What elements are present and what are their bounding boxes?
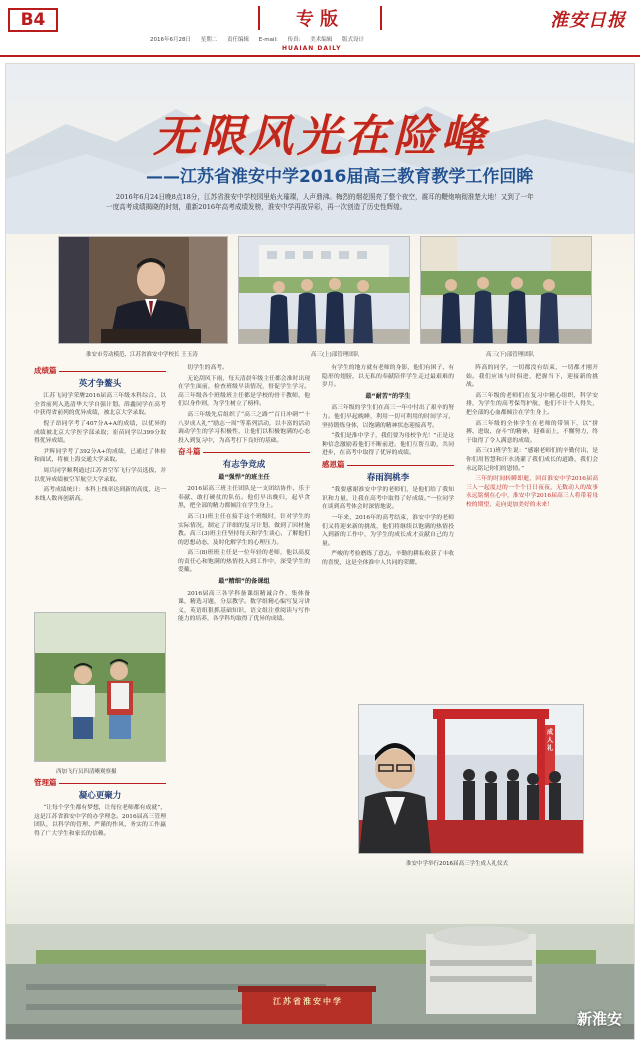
meta-item: 责任编辑 <box>227 37 250 43</box>
principal-photo <box>58 236 228 344</box>
mini-heading: 最“精细”的备课组 <box>218 578 270 586</box>
paragraph: “我们是淮中学子，我们要为母校争光！”正是这种信念激励着他们不断前进。他们互帮互助，共同进步，在高考中取得了优异的成绩。 <box>322 433 454 457</box>
section-header-gratitude <box>322 461 454 470</box>
team-b-photo <box>420 236 592 344</box>
paragraph: 江苏飞同学荣膺2016届高三年级本科综合，以全省前列入选清华大学自强计划。薛鑫同学在高考中获得省前列的优异成绩，被北京大学录取。 <box>34 393 166 417</box>
team-a-photo <box>238 236 410 344</box>
column-1 <box>34 364 166 505</box>
column-3 <box>322 364 454 569</box>
ceremony-sign: 成人礼 <box>546 729 553 752</box>
page-number: B4 <box>8 8 58 32</box>
ceremony-photo <box>358 704 584 854</box>
masthead <box>0 0 640 52</box>
paragraph: 2016届高三各学科备课组精诚合作，集体备课，精选习题，分层教学。数学组精心编写复习讲义，英语组狠抓基础知识，语文组注重阅读与写作能力的培养，各学科均取得了优异的成绩。 <box>178 590 310 623</box>
section-title: 专版 <box>296 9 344 30</box>
feature-page <box>5 63 635 1040</box>
section-line <box>203 452 311 453</box>
section-tag: 奋斗篇 <box>178 447 201 457</box>
team-b-illustration <box>421 237 592 344</box>
principal-caption: 淮安市劳动模范、江苏省淮安中学校长 王玉涛 <box>86 352 198 358</box>
paragraph: 尹辉同学考了392分A+的成绩，已通过了体检和面试，将被上海交通大学录取。 <box>34 448 166 464</box>
section-subhead: 有志争竞成 <box>222 459 266 470</box>
wechat-watermark: 新淮安 <box>576 1010 622 1028</box>
column-2 <box>178 364 310 626</box>
section-tag: 感恩篇 <box>322 459 345 469</box>
paragraph: 高三年级的老师们在复习中精心组织，科学安排，为学生的高考保驾护航，他们不计个人得失，把全部的心血都倾注在学生身上。 <box>466 392 598 416</box>
newspaper-logo: 淮安日报 <box>550 10 626 31</box>
paragraph: 高三(1)班学生说：“感谢老师们的辛勤付出，是你们用智慧和汗水浇灌了我们成长的道路，我们会永远铭记你们的恩情。” <box>466 448 598 472</box>
meta-item: 美术编辑 <box>310 37 333 43</box>
principal-illustration <box>59 237 228 344</box>
closing-paragraph: 三年的时间转瞬即逝，回首淮安中学2016届高三人一起度过的一个个日日夜夜，无数动人的故事永远铭刻在心中，淮安中学2016届高三人将带着母校的期望，走向更加美好的未来！ <box>466 476 598 508</box>
paragraph: 高三年级的学生们在高三一年中付出了艰辛的努力。他们早起晚睡，利用一切可利用的时间学习，坚持锻炼身体，以饱满的精神状态迎接高考。 <box>322 405 454 429</box>
subheadline: ——江苏省淮安中学2016届高三教育教学工作回眸 <box>146 167 534 187</box>
paragraph: 严峻的考验磨练了意志，辛勤的耕耘收获了丰收的喜悦，这是全体淮中人共同的荣耀。 <box>322 551 454 566</box>
edition-english: HUAIAN DAILY <box>282 45 342 52</box>
mini-heading: 最“强悍”的班主任 <box>218 473 270 481</box>
campus-gate-sign: 江苏省淮安中学 <box>273 996 343 1006</box>
team-b-caption: 高三(下)部管理团队 <box>486 352 535 358</box>
column-1-lower <box>34 776 166 841</box>
paragraph: 周兵同学顺利通过江苏省空军飞行学员选拔，并以优异成绩被空军航空大学录取。 <box>34 467 166 483</box>
paragraph: 阵高的同学，一切都没有结束，一切都才刚开始。我们应该与时俱进，把握当下，迎接新的挑战。 <box>466 365 598 389</box>
meta-item: 版式设计 <box>342 37 365 43</box>
paragraph: 高三年级的全体学生在老师的带领下，以“拼搏、进取、奋斗”的精神，迎难而上，不懈努力，终于取得了令人满意的成绩。 <box>466 420 598 444</box>
masthead-meta <box>150 35 372 43</box>
paragraph: 一年来，2016年的高考结束，淮安中学的老师们又将迎来新的挑战，他们将继续以饱满的热情投入到新的工作中，为学生的成长成才贡献自己的力量。 <box>322 514 454 547</box>
mini-heading: 最“耐苦”的学生 <box>365 392 411 400</box>
paragraph: 高三年级先后组织了“高三之路”“百日冲刺”“十八岁成人礼”“励志一周”等系列活动，以丰富的活动调动学生的学习积极性，让他们以积极饱满的心态投入到复习中，为高考打下良好的基础。 <box>178 411 310 444</box>
paragraph: “让每个学生都有梦想，让每位老师都有成就”，这是江苏省淮安中学的办学理念。2016届高三管理团队，以科学的管理、严谨的作风、务实的工作赢得了广大学生和家长的信赖。 <box>34 805 166 837</box>
paragraph: 高三(1)班主任在接手这个班级时，针对学生的实际情况，制定了详细的复习计划，做到了因材施教。高三(3)班主任坚持每天和学生谈心，了解他们的思想动态，及时化解学生的心理压力。 <box>178 513 310 546</box>
paragraph: 高三(8)班班主任是一位年轻的老师，他以高度的责任心和饱满的热情投入到工作中，深受学生的爱戴。 <box>178 550 310 574</box>
section-header-results <box>34 367 166 376</box>
paragraph: 切学生的高考。 <box>187 365 228 371</box>
paragraph: “我要感谢淮安中学的老师们，是他们给了我知识和力量，让我在高考中取得了好成绩。”一位同学在谈到高考体会时深情地说。 <box>322 487 454 511</box>
section-tag: 管理篇 <box>34 778 57 787</box>
paragraph: 无论刮风下雨，每天清晨年级主任都会准时出现在学生面前，检查班级早读情况，督促学生学习。高三年级各个班级班主任都是学校的骨干教师，他们以身作则，为学生树立了榜样。 <box>178 375 310 408</box>
students-photo <box>34 612 166 762</box>
section-header-management <box>34 779 166 788</box>
meta-item: 2016年6月28日 <box>150 37 191 43</box>
section-subhead: 春雨润桃李 <box>366 472 410 483</box>
section-header-struggle <box>178 448 310 457</box>
section-tag: 成绩篇 <box>34 366 57 375</box>
headline: 无限风光在险峰 <box>153 111 489 162</box>
masthead-rule <box>0 55 640 57</box>
paragraph: 高考成绩统计：本科上线率达到新的高度，达一本线人数再创新高。 <box>34 487 166 502</box>
section-subhead: 英才争鳌头 <box>78 378 122 389</box>
masthead-divider-right <box>380 6 382 30</box>
lede-paragraph: 2016年6月24日晚8点18分，江苏省淮安中学校园里焰火璀璨，人声鼎沸。梅烈的烟花照亮了整个夜空，震耳的鞭炮响彻淮楚大地！又到了一年一度高考成绩揭晓的时刻，重新2016年高考成绩发榜，淮安中学再放异彩，再一次创造了历史性辉煌。 <box>106 193 534 211</box>
ceremony-illustration <box>359 705 584 854</box>
meta-item: 星期二 <box>200 37 218 43</box>
column-4 <box>466 364 598 512</box>
section-line <box>59 783 167 784</box>
students-caption: 西加飞行员四清晰观察摄 <box>56 769 117 775</box>
section-subhead: 凝心更聚力 <box>78 790 122 801</box>
campus-panorama <box>6 864 635 1040</box>
meta-item: E-mail: <box>258 37 278 43</box>
students-illustration <box>35 613 166 762</box>
paragraph: 有学生的地方就有老师的身影，他们有困子、有隐形的翅膀，以无私的奉献陪伴学生走过最艰难的岁月。 <box>322 365 454 389</box>
paragraph: 倪子昂同学考了407分A+A的成绩，以优异的成绩被北京大学医学部录取；崔苗同学以399分取得优异成绩。 <box>34 420 166 445</box>
paragraph: 2016届高三班主任团队是一支团结协作、乐于奉献、敢打硬仗的队伍。他们早出晚归，起早贪黑，把全部的精力都倾注在学生身上。 <box>178 486 310 510</box>
meta-item: 传真: <box>287 37 301 43</box>
section-line <box>59 371 167 372</box>
section-line <box>347 465 455 466</box>
team-a-caption: 高三(上)部管理团队 <box>311 352 360 358</box>
team-a-illustration <box>239 237 410 344</box>
